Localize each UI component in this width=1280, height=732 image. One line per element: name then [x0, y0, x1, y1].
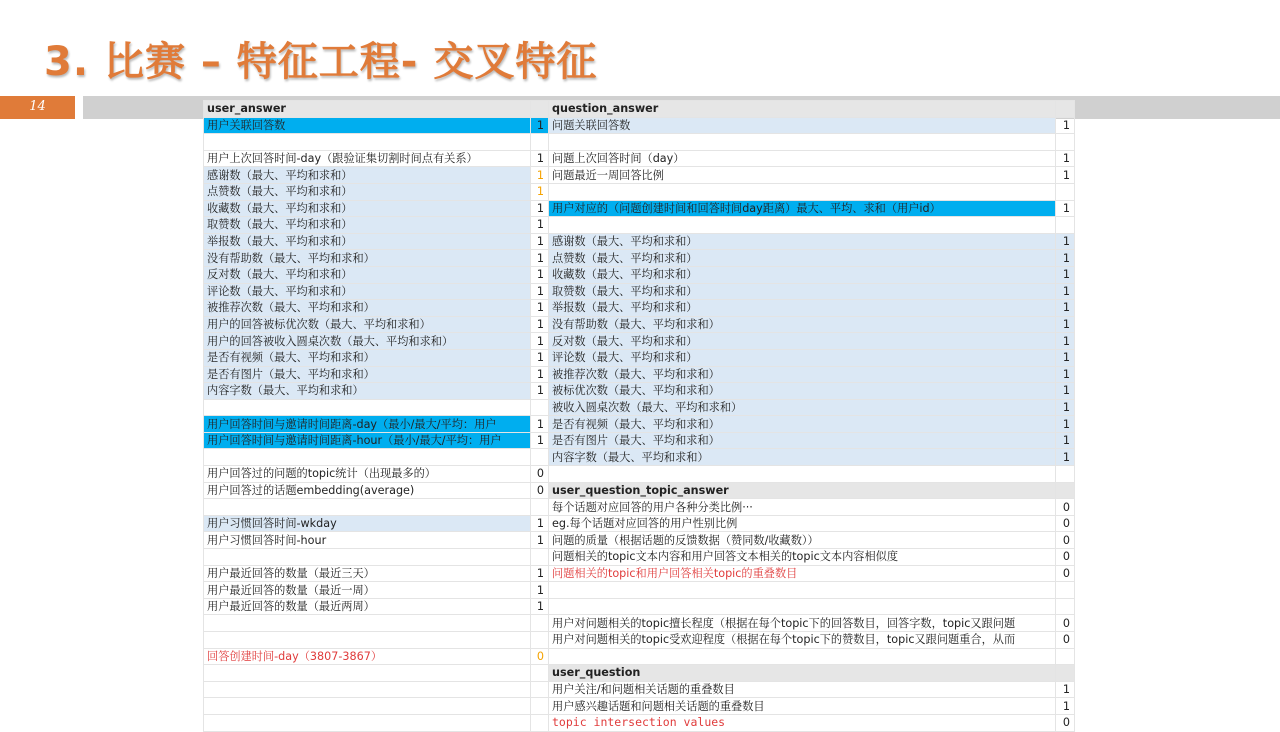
table-row — [204, 499, 1075, 516]
feature-cell: 用户最近回答的数量（最近一周） — [204, 582, 531, 599]
value-cell: 1 — [531, 349, 549, 366]
value-cell: 1 — [531, 300, 549, 317]
feature-cell: 用户关联回答数 — [204, 117, 531, 134]
feature-cell: 被标优次数（最大、平均和求和） — [549, 383, 1056, 400]
feature-cell — [549, 217, 1056, 234]
table-row — [204, 383, 1075, 400]
table-row — [204, 101, 1075, 118]
value-cell — [1056, 466, 1075, 483]
table-row — [204, 233, 1075, 250]
feature-cell: 点赞数（最大、平均和求和） — [204, 183, 531, 200]
value-cell: 1 — [1056, 250, 1075, 267]
value-cell: 1 — [1056, 416, 1075, 433]
table-row — [204, 150, 1075, 167]
feature-cell: 问题相关的topic和用户回答相关topic的重叠数目 — [549, 565, 1056, 582]
feature-cell: 用户回答时间与邀请时间距离-hour（最小/最大/平均：用户 — [204, 432, 531, 449]
value-cell: 0 — [531, 482, 549, 499]
value-cell — [531, 632, 549, 649]
feature-cell: user_question_topic_answer — [549, 482, 1056, 499]
table-row — [204, 532, 1075, 549]
value-cell — [531, 549, 549, 566]
value-cell — [531, 449, 549, 466]
value-cell: 1 — [1056, 333, 1075, 350]
table-row — [204, 515, 1075, 532]
value-cell: 1 — [531, 150, 549, 167]
table-row — [204, 349, 1075, 366]
feature-cell — [549, 582, 1056, 599]
table-row — [204, 598, 1075, 615]
feature-cell: 取赞数（最大、平均和求和） — [549, 283, 1056, 300]
feature-cell: 点赞数（最大、平均和求和） — [549, 250, 1056, 267]
feature-cell — [204, 714, 531, 731]
value-cell — [531, 698, 549, 715]
value-cell: 1 — [1056, 349, 1075, 366]
table-row — [204, 466, 1075, 483]
feature-cell: 回答创建时间-day（3807-3867） — [204, 648, 531, 665]
page-number-badge: 14 — [0, 96, 75, 119]
feature-cell — [549, 598, 1056, 615]
feature-cell: 用户最近回答的数量（最近三天） — [204, 565, 531, 582]
feature-cell: user_answer — [204, 101, 531, 118]
feature-cell: 收藏数（最大、平均和求和） — [549, 266, 1056, 283]
table-row — [204, 399, 1075, 416]
table-row — [204, 200, 1075, 217]
feature-cell: 取赞数（最大、平均和求和） — [204, 217, 531, 234]
feature-cell: 是否有图片（最大、平均和求和） — [549, 432, 1056, 449]
feature-cell: 问题最近一周回答比例 — [549, 167, 1056, 184]
feature-cell: 评论数（最大、平均和求和） — [549, 349, 1056, 366]
value-cell: 1 — [1056, 150, 1075, 167]
value-cell — [531, 499, 549, 516]
feature-cell — [549, 648, 1056, 665]
feature-cell: 问题关联回答数 — [549, 117, 1056, 134]
table-row — [204, 615, 1075, 632]
value-cell: 1 — [531, 266, 549, 283]
value-cell: 1 — [1056, 449, 1075, 466]
feature-cell — [204, 549, 531, 566]
feature-cell: 被推荐次数（最大、平均和求和） — [549, 366, 1056, 383]
value-cell: 0 — [1056, 615, 1075, 632]
value-cell: 1 — [531, 183, 549, 200]
slide-title: 3. 比赛 – 特征工程- 交叉特征 — [44, 39, 598, 85]
feature-cell — [549, 466, 1056, 483]
feature-cell: 没有帮助数（最大、平均和求和） — [549, 316, 1056, 333]
table-row — [204, 681, 1075, 698]
value-cell: 1 — [531, 333, 549, 350]
table-row — [204, 432, 1075, 449]
value-cell: 1 — [531, 200, 549, 217]
feature-cell: 反对数（最大、平均和求和） — [549, 333, 1056, 350]
feature-cell — [204, 615, 531, 632]
feature-cell: eg.每个话题对应回答的用户性别比例 — [549, 515, 1056, 532]
value-cell: 0 — [1056, 549, 1075, 566]
feature-cell: 举报数（最大、平均和求和） — [549, 300, 1056, 317]
feature-cell: 用户的回答被标优次数（最大、平均和求和） — [204, 316, 531, 333]
feature-cell — [204, 632, 531, 649]
feature-cell: 用户的回答被收入圆桌次数（最大、平均和求和） — [204, 333, 531, 350]
value-cell: 1 — [531, 532, 549, 549]
feature-cell: topic intersection values — [549, 714, 1056, 731]
value-cell: 1 — [531, 515, 549, 532]
value-cell — [531, 399, 549, 416]
feature-cell — [204, 449, 531, 466]
feature-cell — [204, 399, 531, 416]
table-row — [204, 167, 1075, 184]
feature-cell: 每个话题对应回答的用户各种分类比例··· — [549, 499, 1056, 516]
value-cell: 1 — [1056, 200, 1075, 217]
feature-cell: 被收入圆桌次数（最大、平均和求和） — [549, 399, 1056, 416]
feature-cell: 用户对应的（问题创建时间和回答时间day距离）最大、平均、求和（用户id） — [549, 200, 1056, 217]
table-row — [204, 482, 1075, 499]
value-cell: 1 — [531, 283, 549, 300]
table-row — [204, 283, 1075, 300]
feature-cell: 收藏数（最大、平均和求和） — [204, 200, 531, 217]
value-cell: 1 — [1056, 117, 1075, 134]
value-cell — [1056, 101, 1075, 118]
table-row — [204, 648, 1075, 665]
value-cell: 1 — [1056, 316, 1075, 333]
value-cell: 1 — [531, 117, 549, 134]
feature-cell: 用户感兴趣话题和问题相关话题的重叠数目 — [549, 698, 1056, 715]
feature-cell: 是否有视频（最大、平均和求和） — [549, 416, 1056, 433]
value-cell: 1 — [531, 432, 549, 449]
table-row — [204, 549, 1075, 566]
value-cell: 1 — [531, 366, 549, 383]
feature-cell: 被推荐次数（最大、平均和求和） — [204, 300, 531, 317]
value-cell: 0 — [1056, 565, 1075, 582]
table-row — [204, 416, 1075, 433]
value-cell — [1056, 482, 1075, 499]
value-cell — [531, 681, 549, 698]
value-cell: 0 — [1056, 515, 1075, 532]
feature-cell: 是否有图片（最大、平均和求和） — [204, 366, 531, 383]
value-cell: 0 — [531, 648, 549, 665]
value-cell: 1 — [1056, 167, 1075, 184]
value-cell: 1 — [531, 582, 549, 599]
value-cell: 0 — [531, 466, 549, 483]
table-row — [204, 665, 1075, 682]
feature-cell: user_question — [549, 665, 1056, 682]
table-row — [204, 217, 1075, 234]
feature-cell: 内容字数（最大、平均和求和） — [204, 383, 531, 400]
value-cell: 1 — [1056, 681, 1075, 698]
feature-cell — [204, 134, 531, 151]
value-cell — [531, 134, 549, 151]
feature-cell — [204, 698, 531, 715]
table-row — [204, 316, 1075, 333]
value-cell: 1 — [1056, 698, 1075, 715]
value-cell: 1 — [1056, 266, 1075, 283]
value-cell: 1 — [1056, 283, 1075, 300]
table-row — [204, 134, 1075, 151]
value-cell: 1 — [531, 416, 549, 433]
value-cell: 0 — [1056, 714, 1075, 731]
feature-cell: 举报数（最大、平均和求和） — [204, 233, 531, 250]
feature-cell: 用户对问题相关的topic受欢迎程度（根据在每个topic下的赞数目，topic又跟问题重合，从而 — [549, 632, 1056, 649]
feature-cell: 用户关注/和问题相关话题的重叠数目 — [549, 681, 1056, 698]
table-row — [204, 117, 1075, 134]
feature-cell: 用户回答时间与邀请时间距离-day（最小/最大/平均：用户 — [204, 416, 531, 433]
table-row — [204, 266, 1075, 283]
value-cell — [1056, 183, 1075, 200]
table-row — [204, 183, 1075, 200]
value-cell: 0 — [1056, 532, 1075, 549]
value-cell — [531, 714, 549, 731]
value-cell: 1 — [1056, 432, 1075, 449]
value-cell — [1056, 648, 1075, 665]
feature-spreadsheet — [203, 100, 1075, 732]
value-cell: 1 — [531, 250, 549, 267]
feature-cell — [204, 681, 531, 698]
feature-cell: 问题的质量（根据话题的反馈数据（赞同数/收藏数）） — [549, 532, 1056, 549]
feature-cell: 用户习惯回答时间-wkday — [204, 515, 531, 532]
value-cell: 1 — [1056, 383, 1075, 400]
value-cell: 1 — [1056, 366, 1075, 383]
value-cell — [1056, 582, 1075, 599]
table-row — [204, 632, 1075, 649]
value-cell — [1056, 598, 1075, 615]
table-row — [204, 366, 1075, 383]
feature-cell: 用户对问题相关的topic擅长程度（根据在每个topic下的回答数目，回答字数，topic又跟问题 — [549, 615, 1056, 632]
table-row — [204, 565, 1075, 582]
feature-cell: 内容字数（最大、平均和求和） — [549, 449, 1056, 466]
feature-cell: 评论数（最大、平均和求和） — [204, 283, 531, 300]
table-row — [204, 698, 1075, 715]
table-row — [204, 333, 1075, 350]
feature-cell: 用户最近回答的数量（最近两周） — [204, 598, 531, 615]
feature-cell: 用户习惯回答时间-hour — [204, 532, 531, 549]
feature-cell — [549, 134, 1056, 151]
value-cell: 1 — [531, 233, 549, 250]
feature-cell — [204, 665, 531, 682]
feature-cell: question_answer — [549, 101, 1056, 118]
table-row — [204, 300, 1075, 317]
value-cell: 1 — [1056, 233, 1075, 250]
feature-cell: 问题上次回答时间（day） — [549, 150, 1056, 167]
value-cell — [531, 615, 549, 632]
value-cell: 1 — [531, 383, 549, 400]
feature-cell: 用户上次回答时间-day（跟验证集切割时间点有关系） — [204, 150, 531, 167]
feature-cell: 反对数（最大、平均和求和） — [204, 266, 531, 283]
table-row — [204, 449, 1075, 466]
value-cell: 1 — [1056, 399, 1075, 416]
table-row — [204, 582, 1075, 599]
table-row — [204, 250, 1075, 267]
value-cell: 1 — [1056, 300, 1075, 317]
value-cell — [531, 665, 549, 682]
feature-cell: 问题相关的topic文本内容和用户回答文本相关的topic文本内容相似度 — [549, 549, 1056, 566]
value-cell: 1 — [531, 565, 549, 582]
value-cell: 0 — [1056, 632, 1075, 649]
feature-cell: 是否有视频（最大、平均和求和） — [204, 349, 531, 366]
sheet-body — [204, 101, 1075, 732]
feature-cell — [549, 183, 1056, 200]
feature-cell: 感谢数（最大、平均和求和） — [204, 167, 531, 184]
value-cell: 0 — [1056, 499, 1075, 516]
value-cell — [1056, 665, 1075, 682]
feature-cell: 没有帮助数（最大、平均和求和） — [204, 250, 531, 267]
value-cell — [1056, 217, 1075, 234]
value-cell: 1 — [531, 598, 549, 615]
value-cell: 1 — [531, 316, 549, 333]
value-cell: 1 — [531, 167, 549, 184]
table-row — [204, 714, 1075, 731]
feature-cell — [204, 499, 531, 516]
feature-cell: 用户回答过的问题的topic统计（出现最多的） — [204, 466, 531, 483]
value-cell — [531, 101, 549, 118]
value-cell — [1056, 134, 1075, 151]
value-cell: 1 — [531, 217, 549, 234]
feature-cell: 用户回答过的话题embedding(average) — [204, 482, 531, 499]
feature-cell: 感谢数（最大、平均和求和） — [549, 233, 1056, 250]
